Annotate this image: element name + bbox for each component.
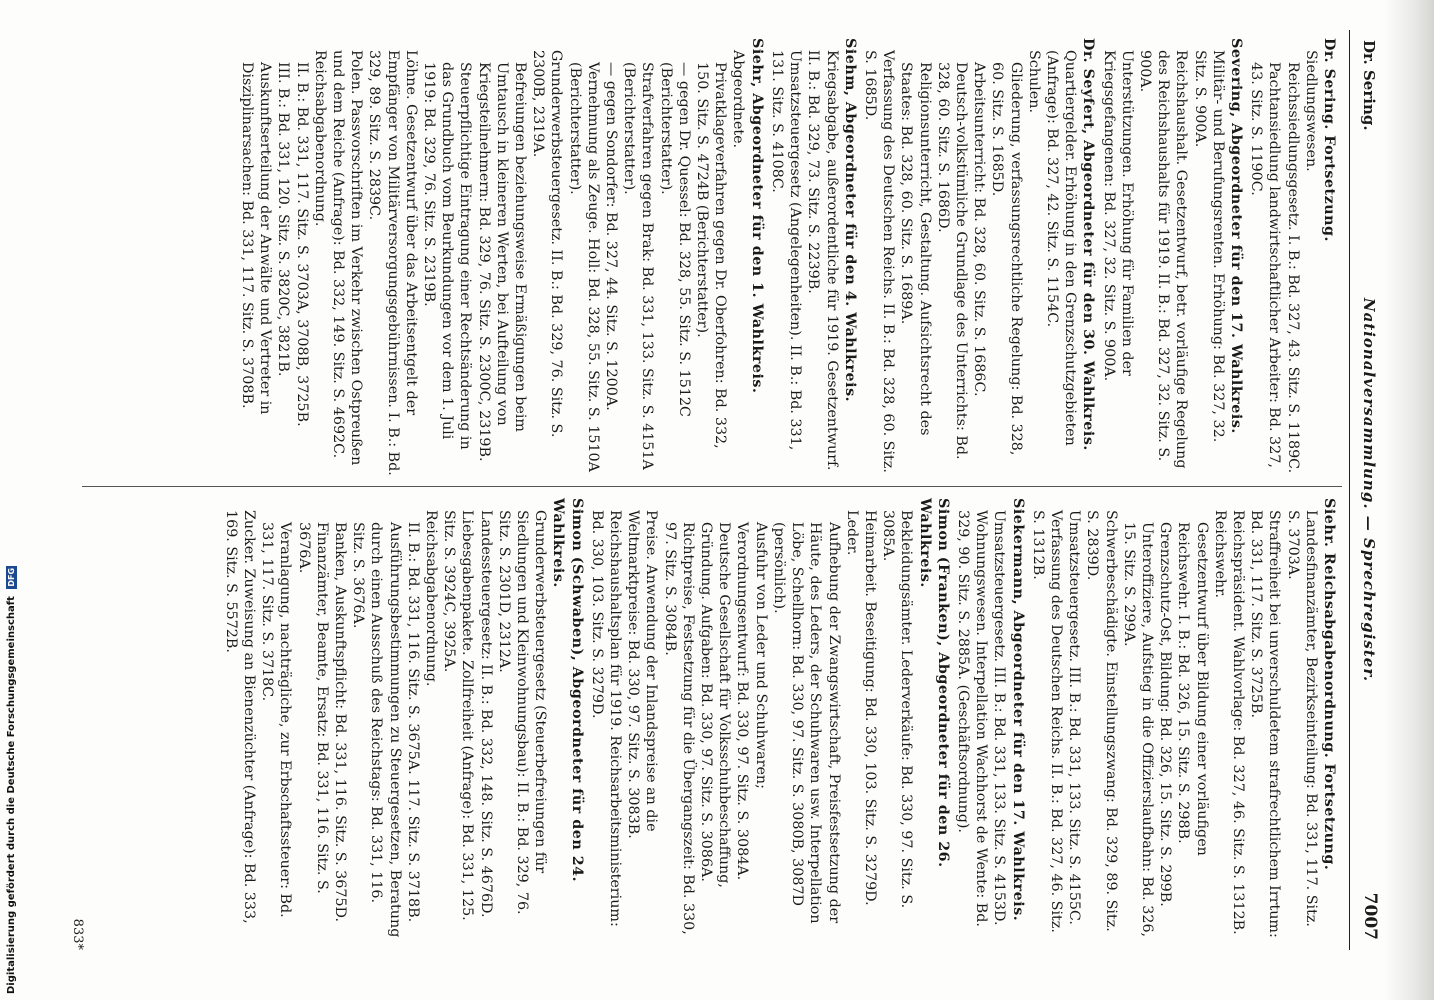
entry-heading: Dr. Seyfert, Abgeordneter für den 30. Wahlkreis. bbox=[1080, 38, 1097, 451]
entry-heading: Dr. Sering. Fortsetzung. bbox=[1321, 38, 1337, 242]
entry-line: Reichswehr. bbox=[1211, 510, 1228, 599]
scan-edge-shadow bbox=[1384, 0, 1434, 1000]
entry-line: Siedlungswesen. bbox=[1302, 50, 1319, 172]
register-entry bbox=[1029, 498, 1338, 938]
entry-line: Grenzschutz-Ost, Bildung: Bd. 326, 15. Sitz. S. 299B. bbox=[1157, 522, 1174, 907]
entry-line: Schulen. bbox=[1025, 50, 1042, 114]
header-page-number: 7007 bbox=[1360, 892, 1380, 940]
entry-line: Landesfinanzämter, Bezirkseinteilung: Bd. 331, 117. Sitz. S. 3703A. bbox=[1284, 510, 1319, 927]
register-entry bbox=[222, 498, 586, 938]
entry-line: Deutsche Gesellschaft für Volksschuhbeschaffung, Gründung. Aufgaben: Bd. 330, 97. Sitz. S. 3086A. bbox=[698, 522, 733, 888]
entry-line: Veranlagung, nachträgliche, zur Erbschaftssteuer: Bd. 331, 117. Sitz. S. 3718C. bbox=[259, 522, 294, 918]
entry-line: Unterstützungen. Erhöhung für Familien der Kriegsgefangenen: Bd. 327, 32. Sitz. S. 900A. bbox=[1100, 50, 1135, 382]
entry-line: Grunderwerbsteuergesetz (Steuerbefreiungen für Siedlungen und Kleinwohnungsbau): II. B.: Bd. 329, 76. Sitz. S. 2301D, 2312A. bbox=[495, 510, 549, 915]
entry-line: III. B.: Bd. 331, 120. Sitz. S. 3820C, 3821B. bbox=[275, 62, 292, 377]
register-entry bbox=[588, 498, 952, 938]
entry-line: Verfassung des Deutschen Reichs. II. B.: Bd. 328, 60. Sitz. S. 1685D. bbox=[861, 50, 897, 473]
entry-line: Leder. bbox=[843, 510, 860, 556]
entry-line: Banken, Auskunftspflicht: Bd. 331, 116. Sitz. S. 3675D. bbox=[332, 522, 349, 923]
entry-line: Wohnungswesen. Interpellation Wachhorst de Wente: Bd. 329, 90. Sitz. S. 2885A. (Geschäftsordnung). bbox=[954, 510, 990, 927]
entry-line: Ausführungsbestimmungen zu Steuergesetzen, Beratung durch einen Ausschuß des Reichstags: Bd. 331, 116. Sitz. S. 3676A. bbox=[350, 522, 403, 938]
entry-line: Militär- und Berufungsrenten. Erhöhung: Bd. 327, 32. Sitz. S. 900A. bbox=[1191, 50, 1226, 443]
entry-line: II. B.: Bd. 331, 117. Sitz. S. 3703A, 3708B, 3725B. bbox=[293, 62, 310, 427]
entry-line: Arbeitsunterricht: Bd. 328, 60. Sitz. S. 1686C. bbox=[971, 62, 988, 397]
entry-line: Reichsabgabenordnung. bbox=[423, 510, 440, 687]
header-title: Nationalversammlung. — Sprechregister. bbox=[1360, 297, 1378, 683]
digitization-credit bbox=[3, 567, 17, 994]
entry-line: Gliederung, verfassungsrechtliche Regelung: Bd. 328, 60. Sitz. S. 1685D. bbox=[989, 62, 1024, 456]
entry-line: Richtpreise, Festsetzung für die Übergangszeit: Bd. 330, 97. Sitz. S. 3084B. bbox=[661, 522, 696, 935]
register-entry bbox=[954, 498, 1027, 938]
entry-line: Schwerbeschädigte. Einstellungszwang: Bd. 329, 89. Sitz. S. 2839D. bbox=[1084, 510, 1119, 932]
column-divider bbox=[82, 486, 1342, 487]
entry-line: Umsatzsteuergesetz (Angelegenheiten). II. B.: Bd. 331, 131. Sitz. S. 4108C. bbox=[768, 50, 804, 451]
entry-line: Finanzämter, Beamte, Ersatz: Bd. 331, 116. Sitz. S. 3676A. bbox=[295, 522, 330, 894]
entry-line: Reichsabgabenordnung. bbox=[311, 50, 328, 227]
entry-line: Grunderwerbsteuergesetz. II. B.: Bd. 329, 76. Sitz. S. 2300B, 2319A. bbox=[530, 50, 565, 438]
entry-line: Liebesgabenpakete. Zollfreiheit (Anfrage): Bd. 331, 125. Sitz. S. 3924C, 3925A. bbox=[441, 510, 476, 921]
entry-line: — gegen Sondorfer: Bd. 327, 44. Sitz. S. 1200A. bbox=[603, 62, 620, 411]
entry-line: Quartiergelder. Erhöhung in den Grenzschutzgebieten (Anfrage): Bd. 327, 42. Sitz. S. 1154C. bbox=[1043, 50, 1079, 446]
entry-line: Reichshaushaltsplan für 1919. Reichsarbeitsministerium: Bd. 330, 103. Sitz. S. 3279D. bbox=[588, 510, 624, 927]
entry-line: Reichspräsident. Wahlvorlage: Bd. 327, 46. Sitz. S. 1312B. bbox=[1229, 510, 1246, 935]
entry-line: Straffreiheit bei unverschuldetem strafrechtlichem Irrtum: Bd. 331, 117. Sitz. S. 3725B. bbox=[1248, 510, 1283, 938]
left-column bbox=[236, 38, 1338, 478]
page-header bbox=[1349, 30, 1390, 950]
header-left: Dr. Sering. bbox=[1360, 40, 1378, 131]
entry-line: Vernehmung als Zeuge. Holl: Bd. 328, 55. Sitz. S. 1510A (Berichterstatter). bbox=[566, 62, 601, 472]
entry-line: Polen. Passvorschriften im Verkehr zwischen Ostpreußen und dem Reiche (Anfrage): Bd. 332, 149. Sitz. S. 4692C. bbox=[330, 50, 365, 466]
entry-line: Gesetzentwurf über Bildung einer vorläufigen Reichswehr. I. B.: Bd. 326, 15. Sitz. S. 298B. bbox=[1175, 522, 1210, 856]
entry-line: Religionsunterricht, Gestaltung. Aufsichtsrecht des Staates: Bd. 328, 60. Sitz. S. 1689A. bbox=[898, 62, 933, 436]
rotated-register-sheet bbox=[50, 30, 1390, 970]
entry-line: Auskunftserteilung der Anwälte und Vertreter in Disziplinarsachen: Bd. 331, 117. Sitz. S. 3708B. bbox=[239, 62, 274, 415]
entry-line: Landessteuergesetz: II. B.: Bd. 332, 148. Sitz. S. 4676D. bbox=[477, 510, 494, 918]
dfg-logo: DFG bbox=[7, 567, 16, 587]
register-entry bbox=[1099, 38, 1245, 478]
entry-line: Umsatzsteuergesetz. III. B.: Bd. 331, 133. Sitz. S. 4153D. bbox=[991, 510, 1008, 926]
entry-line: Strafverfahren gegen Brak: Bd. 331, 133. Sitz. S. 4151A (Berichterstatter). bbox=[621, 62, 656, 470]
right-column bbox=[220, 498, 1338, 938]
entry-line: Umsatzsteuergesetz. III. B.: Bd. 331, 133. Sitz. S. 4155C. bbox=[1066, 510, 1083, 925]
entry-heading: Siehr, Abgeordneter für den 1. Wahlkreis. bbox=[748, 38, 765, 394]
entry-line: Steuerpflichtige Eintragung einer Rechtsänderung in das Grundbuch vom Beurkundungen vor dem 1. Juli 1919: Bd. 329, 76. Sitz. S. 2319B. bbox=[421, 62, 474, 450]
register-entry bbox=[861, 38, 1098, 478]
register-entry bbox=[1247, 38, 1338, 478]
entry-line: Privatklageverfahren gegen Dr. Oberfohren: Bd. 332, 150. Sitz. S. 4724B (Berichterstatter). bbox=[694, 62, 729, 449]
entry-line: Löhne. Gesetzentwurf über das Arbeitsentgelt der Empfänger von Militärversorgungsgebührnissen. I. B.: Bd. 329, 89. Sitz. S. 2839C. bbox=[366, 50, 419, 476]
entry-line: Abgeordnete. bbox=[730, 50, 747, 149]
entry-line: Preise. Anwendung der Inlandspreise an die Weltmarktpreise: Bd. 330, 97. Sitz. S. 3083B. bbox=[625, 510, 660, 839]
entry-line: Zucker. Zuweisung an Bienenzüchter (Anfrage): Bd. 333, 169. Sitz. S. 5572B. bbox=[222, 510, 258, 924]
entry-line: Kriegsabgabe, außerordentliche für 1919. Gesetzentwurf. II. B.: Bd. 329, 73. Sitz. S. 2239B. bbox=[805, 50, 840, 471]
entry-line: Bekleidungsämter. Lederverkäufe: Bd. 330, 97. Sitz. S. 3085A. bbox=[880, 510, 915, 909]
entry-line: II. B.: Bd. 331, 116. Sitz. S. 3675A. 117. Sitz. S. 3718B. bbox=[404, 522, 421, 923]
entry-heading: Simon (Schwaben), Abgeordneter für den 24. Wahlkreis. bbox=[550, 498, 585, 883]
entry-line: Befreiungen beziehungsweise Ermäßigungen beim Umtausch in kleineren Werten, bei Aufteilung von Kriegsteilnehmern: Bd. 329, 76. Sitz. S. 2300C, 2319B. bbox=[475, 62, 529, 462]
entry-line: Ausfuhr von Leder und Schuhwaren; Verordnungsentwurf: Bd. 330, 97. Sitz. S. 3084A. bbox=[734, 522, 769, 881]
entry-line: Heimarbeit. Beseitigung: Bd. 330, 103. Sitz. S. 3279D. bbox=[861, 510, 878, 906]
page-mark: 833* bbox=[70, 918, 85, 950]
entry-line: Reichshaushalt. Gesetzentwurf, betr. vorläufige Regelung des Reichshaushalts für 1919. II. B.: Bd. 327, 32. Sitz. S. 900A. bbox=[1136, 50, 1190, 469]
entry-line: Unteroffiziere, Aufstieg in die Offizierslaufbahn: Bd. 326, 15. Sitz. S. 299A. bbox=[1120, 522, 1155, 938]
entry-heading: Siekermann, Abgeordneter für den 17. Wahlkreis. bbox=[1009, 498, 1026, 922]
entry-line: Deutsch-volkstümliche Grundlage des Unterrichts: Bd. 328, 60. Sitz. S. 1686D. bbox=[934, 62, 969, 460]
entry-line: Verfassung des Deutschen Reichs. II. B.: Bd. 327, 46. Sitz. S. 1312B. bbox=[1029, 510, 1064, 933]
register-entry bbox=[768, 38, 859, 478]
entry-line: — gegen Dr. Quessel: Bd. 328, 55. Sitz. S. 1512C (Berichterstatter). bbox=[657, 62, 692, 417]
entry-line: Pachtansiedlung landwirtschaftlicher Arbeiter: Bd. 327, 43. Sitz. S. 1190C. bbox=[1248, 62, 1283, 468]
entry-heading: Simon (Franken), Abgeordneter für den 26. Wahlkreis. bbox=[916, 498, 951, 868]
register-entry bbox=[238, 38, 766, 478]
entry-heading: Severing, Abgeordneter für den 17. Wahlkreis. bbox=[1227, 38, 1244, 434]
entry-line: Aufhebung der Zwangswirtschaft, Preisfestsetzung der Häute, des Leders, der Schuhwaren usw. Interpellation Löbe, Schellhorn: Bd. 330, 97. Sitz. S. 3080B, 3087D (persönlich). bbox=[770, 522, 842, 924]
credit-text: Digitalisierung gefördert durch die Deutsche Forschungsgemeinschaft bbox=[6, 596, 17, 994]
entry-heading: Siehr. Reichsabgabenordnung. Fortsetzung. bbox=[1321, 498, 1337, 871]
entry-line: Reichssiedlungsgesetz. I. B.: Bd. 327, 43. Sitz. S. 1189C. bbox=[1284, 62, 1301, 474]
entry-heading: Siehm, Abgeordneter für den 4. Wahlkreis. bbox=[841, 38, 858, 403]
